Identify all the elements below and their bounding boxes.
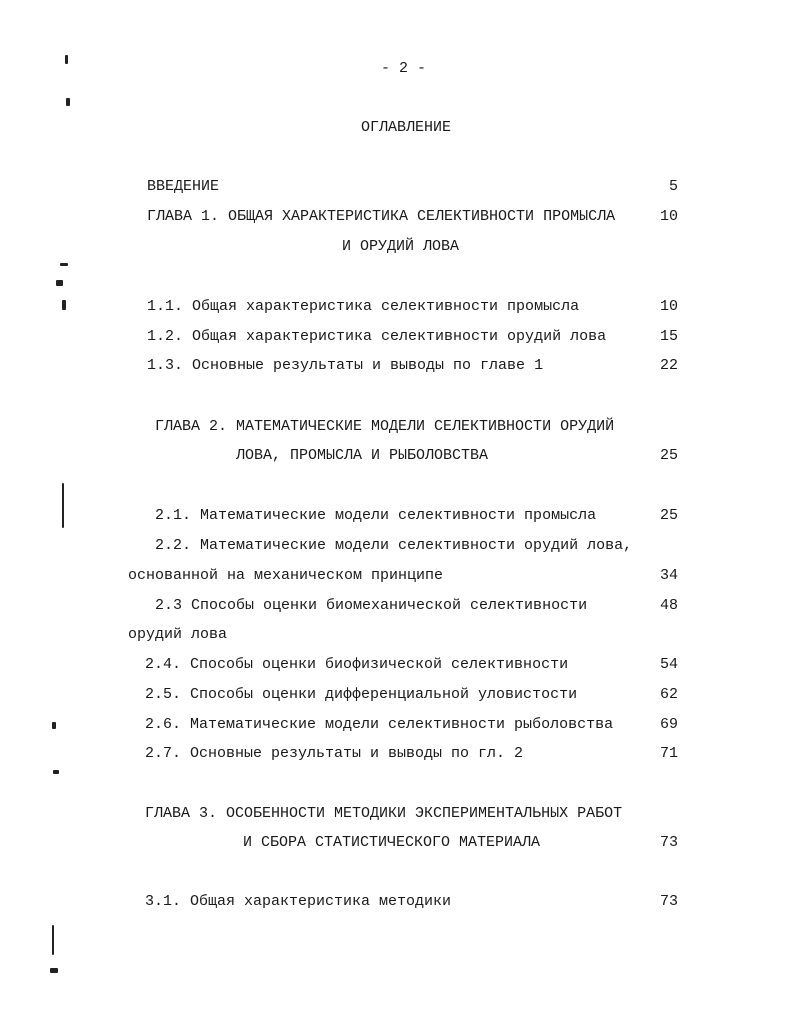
toc-page-3-1: 73 xyxy=(659,893,678,910)
toc-chapter-1-line1: ГЛАВА 1. ОБЩАЯ ХАРАКТЕРИСТИКА СЕЛЕКТИВНОСТИ ПРОМЫСЛА xyxy=(147,208,616,225)
toc-entry-2-1: 2.1. Математические модели селективности промысла xyxy=(155,507,597,524)
toc-entry-intro: ВВЕДЕНИЕ xyxy=(147,178,220,195)
toc-entry-3-1: 3.1. Общая характеристика методики xyxy=(145,893,452,910)
toc-entry-2-7: 2.7. Основные результаты и выводы по гл. 2 xyxy=(145,745,524,762)
toc-chapter-3-line2: И СБОРА СТАТИСТИЧЕСКОГО МАТЕРИАЛА xyxy=(243,834,541,851)
toc-entry-2-5: 2.5. Способы оценки дифференциальной уловистости xyxy=(145,686,578,703)
toc-page-ch2: 25 xyxy=(659,447,678,464)
toc-chapter-3-line1: ГЛАВА 3. ОСОБЕННОСТИ МЕТОДИКИ ЭКСПЕРИМЕНТАЛЬНЫХ РАБОТ xyxy=(145,805,623,822)
toc-page-2-4: 54 xyxy=(659,656,678,673)
toc-page-2-5: 62 xyxy=(659,686,678,703)
toc-page-2-2: 34 xyxy=(659,567,678,584)
toc-page-1-2: 15 xyxy=(659,328,678,345)
toc-page-1-1: 10 xyxy=(659,298,678,315)
toc-entry-2-2-line1: 2.2. Математические модели селективности орудий лова, xyxy=(155,537,633,554)
toc-page-2-7: 71 xyxy=(659,745,678,762)
toc-page-2-3: 48 xyxy=(659,597,678,614)
toc-entry-2-2-line2: основанной на механическом принципе xyxy=(128,567,444,584)
toc-page-intro: 5 xyxy=(668,178,678,195)
toc-page-ch3: 73 xyxy=(659,834,678,851)
toc-entry-2-3-line1: 2.3 Способы оценки биомеханической селективности xyxy=(155,597,588,614)
toc-page-ch1: 10 xyxy=(659,208,678,225)
toc-entry-1-2: 1.2. Общая характеристика селективности орудий лова xyxy=(147,328,607,345)
toc-page-2-1: 25 xyxy=(659,507,678,524)
toc-entry-2-3-line2: орудий лова xyxy=(128,626,228,643)
toc-page-2-6: 69 xyxy=(659,716,678,733)
toc-entry-1-3: 1.3. Основные результаты и выводы по главе 1 xyxy=(147,357,544,374)
toc-chapter-1-line2: И ОРУДИЙ ЛОВА xyxy=(342,238,460,255)
toc-heading: ОГЛАВЛЕНИЕ xyxy=(361,119,452,136)
toc-chapter-2-line1: ГЛАВА 2. МАТЕМАТИЧЕСКИЕ МОДЕЛИ СЕЛЕКТИВНОСТИ ОРУДИЙ xyxy=(155,418,615,435)
toc-chapter-2-line2: ЛОВА, ПРОМЫСЛА И РЫБОЛОВСТВА xyxy=(236,447,489,464)
toc-entry-2-4: 2.4. Способы оценки биофизической селективности xyxy=(145,656,569,673)
toc-page-1-3: 22 xyxy=(659,357,678,374)
toc-entry-2-6: 2.6. Математические модели селективности рыболовства xyxy=(145,716,614,733)
page-number: - 2 - xyxy=(381,60,427,77)
toc-entry-1-1: 1.1. Общая характеристика селективности промысла xyxy=(147,298,580,315)
